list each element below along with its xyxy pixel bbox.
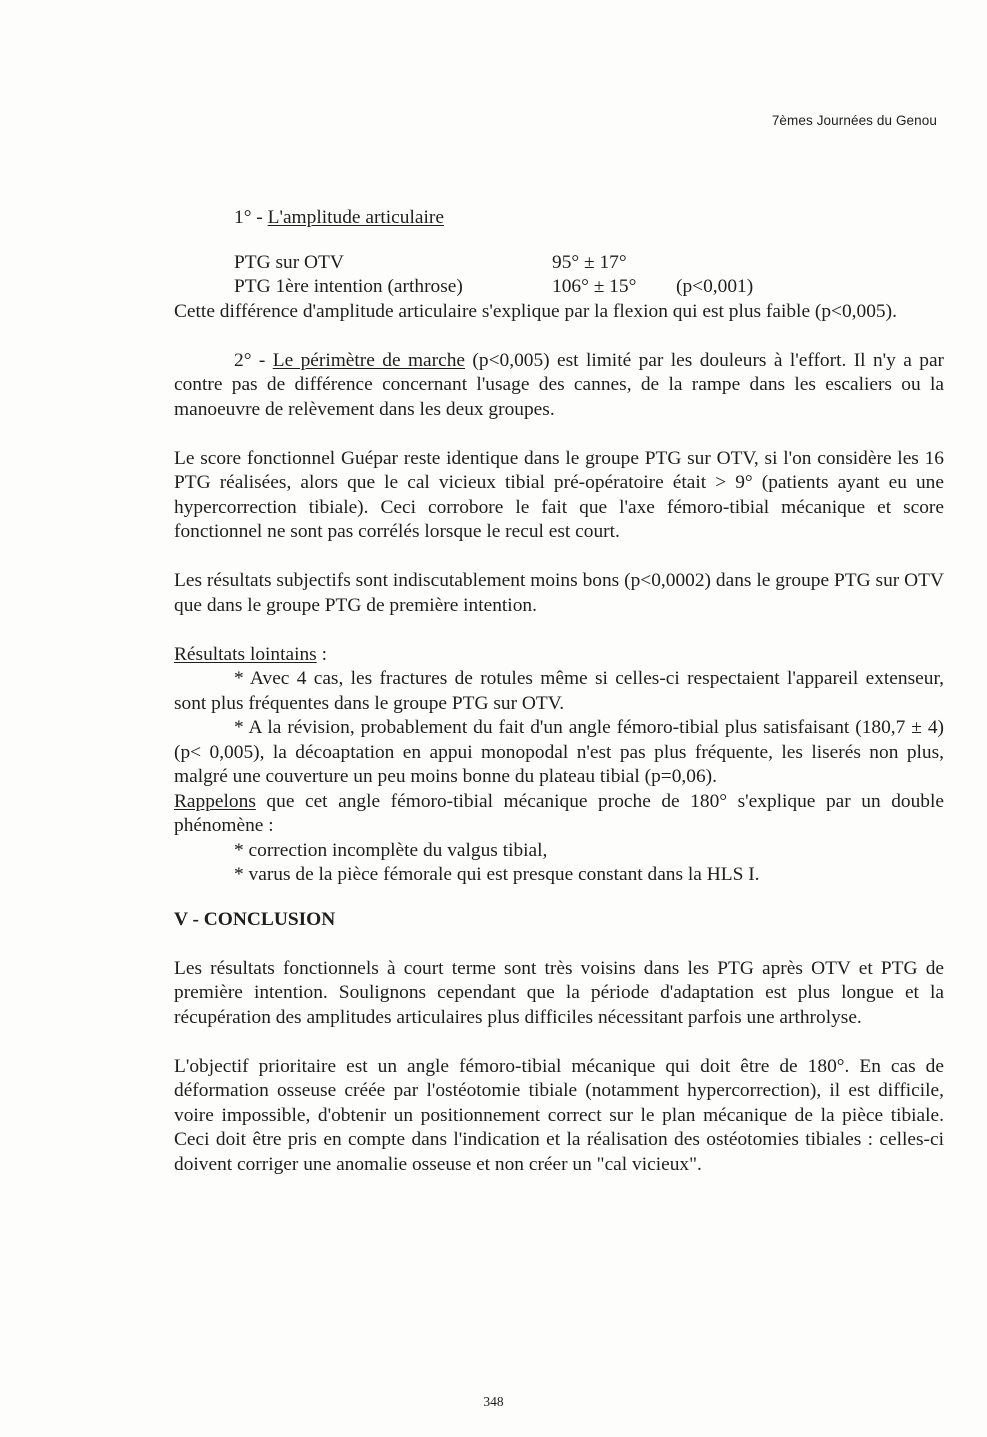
conclusion-heading: V - CONCLUSION [174, 908, 336, 930]
recall-item-1: * correction incomplète du valgus tibial, [234, 839, 548, 861]
recall-paragraph [174, 790, 944, 839]
amplitude-table [174, 251, 944, 300]
row1-label: PTG sur OTV [234, 251, 344, 273]
long-term-colon: : [316, 643, 327, 665]
section1-heading [174, 206, 944, 231]
section2-paragraph [174, 349, 944, 423]
section1-title: L'amplitude articulaire [267, 207, 444, 228]
section1-text: Cette différence d'amplitude articulaire s'explique par la flexion qui est plus faible (p<0,005). [174, 300, 897, 322]
section2-prefix: 2° - [234, 349, 273, 371]
conclusion-paragraph-1: Les résultats fonctionnels à court terme sont très voisins dans les PTG après OTV et PTG de première intention. Soulignons cependant que la période d'adaptation est plus longue et la récupération des amplitudes articulaires plus difficiles nécessitant parfois une arthrolyse. [174, 957, 944, 1028]
long-term-bullet-1: * Avec 4 cas, les fractures de rotules même si celles-ci respectaient l'appareil extenseur, sont plus fréquentes dans le groupe PTG sur OTV. [174, 668, 944, 714]
long-term-title: Résultats lointains [174, 643, 317, 665]
long-term-heading [174, 643, 944, 668]
row1-value: 95° ± 17° [552, 251, 627, 273]
row2-p: (p<0,001) [676, 276, 754, 297]
page-number: 348 [483, 1394, 504, 1409]
conclusion-paragraph-2: L'objectif prioritaire est un angle fémoro-tibial mécanique qui doit être de 180°. En cas de déformation osseuse créée par l'ostéotomie tibiale (notamment hypercorrection), il est difficile, voire impossible, d'obtenir un positionnement correct sur le plan mécanique de la pièce tibiale. Ceci doit être pris en compte dans l'indication et la réalisation des ostéotomies tibiales : celles-ci doivent corriger une anomalie osseuse et non créer un "cal vicieux". [174, 1055, 944, 1175]
recall-text: que cet angle fémoro-tibial mécanique proche de 180° s'explique par un double phénomène : [174, 790, 944, 836]
section1-prefix: 1° - [234, 207, 268, 228]
guepar-paragraph: Le score fonctionnel Guépar reste identique dans le groupe PTG sur OTV, si l'on considère les 16 PTG réalisées, alors que le cal vicieux tibial pré-opératoire était > 9° (patients ayant eu une hypercorrection tibiale). Ceci corrobore le fait que l'axe fémoro-tibial mécanique et score fonctionnel ne sont pas corrélés lorsque le recul est court. [174, 447, 944, 542]
long-term-bullet-2: * A la révision, probablement du fait d'un angle fémoro-tibial plus satisfaisant (180,7 ± 4) (p< 0,005), la décoaptation en appui monopodal n'est pas plus fréquente, les liserés non plus, malgré une couverture un peu moins bonne du plateau tibial (p=0,06). [174, 717, 944, 787]
running-header: 7èmes Journées du Genou [771, 113, 937, 128]
recall-word: Rappelons [174, 790, 256, 812]
section2-text: (p<0,005) est limité par les douleurs à l'effort. Il n'y a par contre pas de différence concernant l'usage des cannes, de la rampe dans les escaliers ou la manoeuvre de relèvement dans les deux groupes. [174, 349, 945, 420]
row1-p [676, 251, 876, 276]
row2-label: PTG 1ère intention (arthrose) [234, 276, 463, 297]
section2-title: Le périmètre de marche [272, 349, 466, 371]
recall-item-2: * varus de la pièce fémorale qui est presque constant dans la HLS I. [234, 864, 760, 885]
subjective-paragraph: Les résultats subjectifs sont indiscutablement moins bons (p<0,0002) dans le groupe PTG sur OTV que dans le groupe PTG de première intention. [174, 570, 944, 616]
row2-value: 106° ± 15° [552, 276, 637, 297]
document-body [174, 206, 944, 1177]
